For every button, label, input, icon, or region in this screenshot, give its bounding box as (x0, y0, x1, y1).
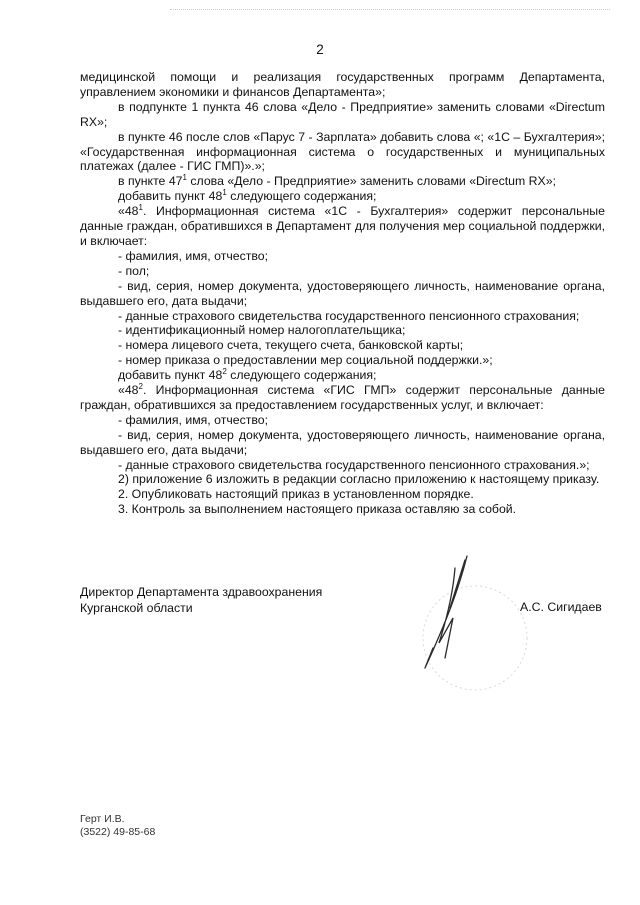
paragraph: в подпункте 1 пункта 46 слова «Дело - Предприятие» заменить словами «Directum RX»; (80, 99, 605, 129)
paragraph: 3. Контроль за выполнением настоящего приказа оставляю за собой. (118, 502, 517, 517)
executor-footer (80, 813, 155, 838)
paragraph: 2) приложение 6 изложить в редакции согласно приложению к настоящему приказу. (118, 472, 600, 487)
list-item: - идентификационный номер налогоплательщика; (118, 323, 406, 338)
paragraph: медицинской помощи и реализация государственных программ Департамента, управлением экономики и финансов Департамента»; (80, 70, 605, 99)
paragraph: добавить пункт $48^2$ следующего содержания; (118, 367, 377, 383)
scan-artifact-line (170, 9, 610, 11)
list-item: - фамилия, имя, отчество; (118, 412, 269, 427)
list-item: - вид, серия, номер документа, удостоверяющего личность, наименование органа, выдавшего его, дата выдачи; (80, 278, 605, 308)
list-item: - данные страхового свидетельства государственного пенсионного страхования.»; (118, 457, 590, 472)
signature-stroke (425, 556, 467, 668)
executor-phone: (3522) 49-85-68 (80, 825, 156, 838)
handwritten-signature (395, 548, 545, 698)
document-body (80, 70, 605, 517)
signatory-position (80, 585, 322, 616)
page-number: 2 (316, 42, 324, 57)
paragraph: добавить пункт $48^1$ следующего содержания; (118, 188, 377, 204)
list-item: - данные страхового свидетельства государственного пенсионного страхования; (118, 308, 580, 323)
signatory-name: А.С. Сигидаев (520, 600, 602, 614)
list-item: - номер приказа о предоставлении мер социальной поддержки.»; (118, 353, 493, 368)
paragraph: в пункте $47^1$ слова «Дело - Предприятие» заменить словами «Directum RX»; (118, 173, 556, 189)
list-item: - номера лицевого счета, текущего счета, банковской карты; (118, 338, 464, 353)
list-item: - вид, серия, номер документа, удостоверяющего личность, наименование органа, выдавшего его, дата выдачи; (80, 427, 605, 457)
paragraph: «$48^1$. Информационная система «1С - Бухгалтерия» содержит персональные данные граждан, обратившихся в Департамент для получения мер социальной поддержки, и включает: (80, 203, 605, 248)
executor-name: Герт И.В. (80, 813, 125, 825)
list-item: - фамилия, имя, отчество; (118, 248, 269, 263)
paragraph: в пункте 46 после слов «Парус 7 - Зарплата» добавить слова «; «1С – Бухгалтерия»; «Государственная информационная система о государственных и муниципальных платежах (далее - ГИС ГМП)».»; (80, 129, 605, 174)
position-line: Курганской области (80, 600, 193, 615)
paragraph: «$48^2$. Информационная система «ГИС ГМП» содержит персональные данные граждан, обратившихся за предоставлением государственных услуг, и включает: (80, 382, 605, 412)
paragraph: 2. Опубликовать настоящий приказ в установленном порядке. (118, 487, 474, 502)
position-line: Директор Департамента здравоохранения (80, 585, 323, 599)
list-item: - пол; (118, 263, 150, 278)
